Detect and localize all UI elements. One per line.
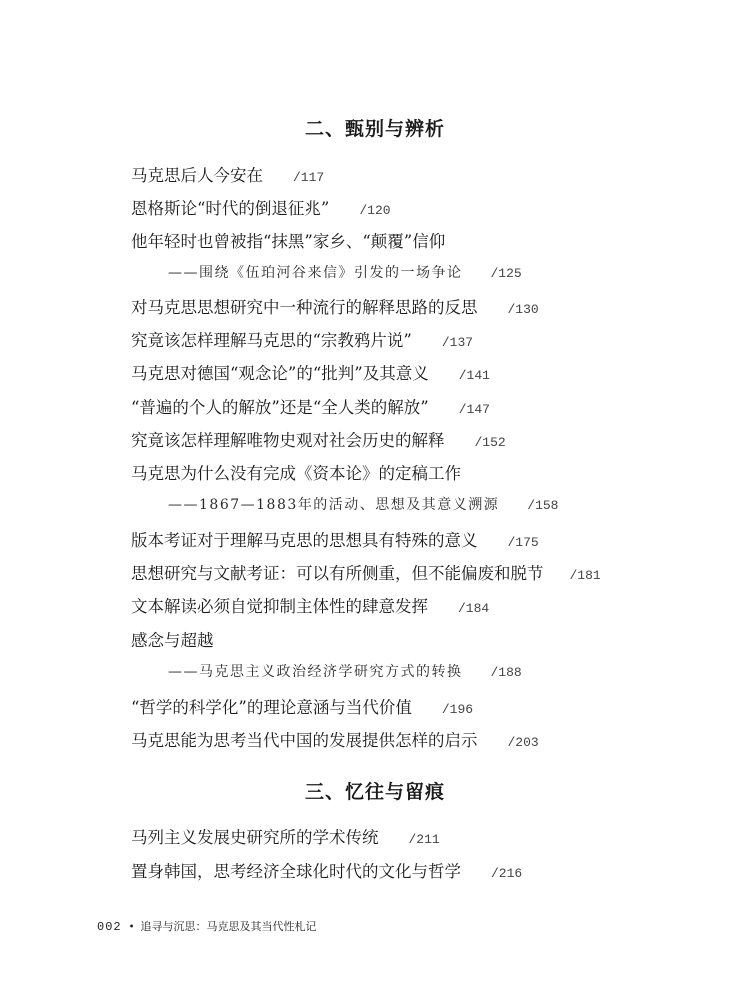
toc-entry-page: /158 [527, 498, 559, 513]
toc-entry-page: /181 [569, 568, 601, 583]
toc-entry-title: 对马克思思想研究中一种流行的解释思路的反思 [131, 298, 478, 317]
toc-entry[interactable] [131, 560, 601, 584]
toc-entry[interactable] [131, 294, 539, 318]
toc-entry-page: /196 [441, 702, 474, 717]
toc-entry-title: 版本考证对于理解马克思的思想具有特殊的意义 [131, 531, 478, 550]
toc-entry-page: /147 [458, 402, 490, 417]
toc-entry[interactable] [131, 162, 324, 186]
running-book-title: 追寻与沉思：马克思及其当代性札记 [140, 920, 317, 933]
bullet-separator: • [128, 922, 135, 933]
toc-entry-page: /188 [490, 665, 522, 680]
toc-entry-page: /120 [359, 203, 391, 218]
page-folio: 002 [97, 920, 122, 934]
toc-entry-title: 置身韩国，思考经济全球化时代的文化与哲学 [131, 862, 461, 881]
toc-entry-title: 马克思后人今安在 [131, 166, 263, 185]
toc-entry[interactable] [131, 427, 506, 451]
toc-entry-title: 马克思能为思考当代中国的发展提供怎样的启示 [131, 731, 478, 750]
toc-entry-subtitle[interactable] [168, 262, 522, 282]
toc-entry[interactable] [131, 627, 214, 651]
toc-entry[interactable] [131, 858, 522, 882]
toc-entry[interactable] [131, 394, 490, 418]
toc-entry-page: /152 [474, 435, 506, 450]
toc-entry[interactable] [131, 694, 473, 718]
toc-entry-subtitle[interactable] [168, 494, 558, 514]
toc-entry[interactable] [131, 195, 391, 219]
toc-entry-title: ——1867—1883年的活动、思想及其意义溯源 [168, 497, 500, 513]
toc-entry[interactable] [131, 360, 490, 384]
toc-entry-page: /125 [490, 266, 522, 281]
toc-entry-page: /130 [507, 302, 539, 317]
toc-entry-page: /211 [408, 832, 440, 847]
toc-entry[interactable] [131, 824, 440, 848]
toc-entry[interactable] [131, 527, 539, 551]
toc-entry-page: /141 [458, 368, 490, 383]
section-heading: 三、忆往与留痕 [304, 781, 445, 803]
toc-entry-title: 马克思对德国“观念论”的“批判”及其意义 [131, 364, 429, 383]
toc-entry-title: 思想研究与文献考证：可以有所侧重，但不能偏废和脱节 [131, 564, 544, 583]
toc-entry[interactable] [131, 727, 539, 751]
toc-entry-page: /117 [293, 170, 325, 185]
toc-entry[interactable] [131, 593, 489, 617]
toc-entry-subtitle[interactable] [168, 661, 522, 681]
toc-entry[interactable] [131, 327, 473, 351]
toc-entry-title: ——马克思主义政治经济学研究方式的转换 [168, 664, 463, 680]
toc-entry[interactable] [131, 228, 445, 252]
toc-entry[interactable] [131, 460, 461, 484]
toc-entry-page: /137 [441, 335, 474, 350]
toc-entry-title: “哲学的科学化”的理论意涵与当代价值 [131, 698, 412, 717]
toc-entry-title: 感念与超越 [131, 631, 214, 650]
toc-entry-title: 文本解读必须自觉抑制主体性的肆意发挥 [131, 597, 428, 616]
toc-entry-page: /203 [507, 735, 539, 750]
toc-entry-title: 恩格斯论“时代的倒退征兆” [131, 199, 330, 218]
toc-entry-title: 他年轻时也曾被指“抹黑”家乡、“颠覆”信仰 [131, 232, 446, 251]
page-footer [97, 918, 317, 934]
toc-entry-title: ——围绕《伍珀河谷来信》引发的一场争论 [168, 265, 463, 281]
toc-entry-page: /175 [507, 535, 539, 550]
toc-entry-title: “普遍的个人的解放”还是“全人类的解放” [131, 398, 429, 417]
toc-entry-title: 马列主义发展史研究所的学术传统 [131, 828, 379, 847]
toc-entry-page: /216 [491, 866, 523, 881]
toc-entry-title: 究竟该怎样理解唯物史观对社会历史的解释 [131, 431, 445, 450]
toc-entry-title: 究竟该怎样理解马克思的“宗教鸦片说” [131, 331, 412, 350]
section-heading: 二、甄别与辨析 [304, 118, 445, 140]
toc-entry-page: /184 [458, 601, 490, 616]
toc-entry-title: 马克思为什么没有完成《资本论》的定稿工作 [131, 464, 461, 483]
